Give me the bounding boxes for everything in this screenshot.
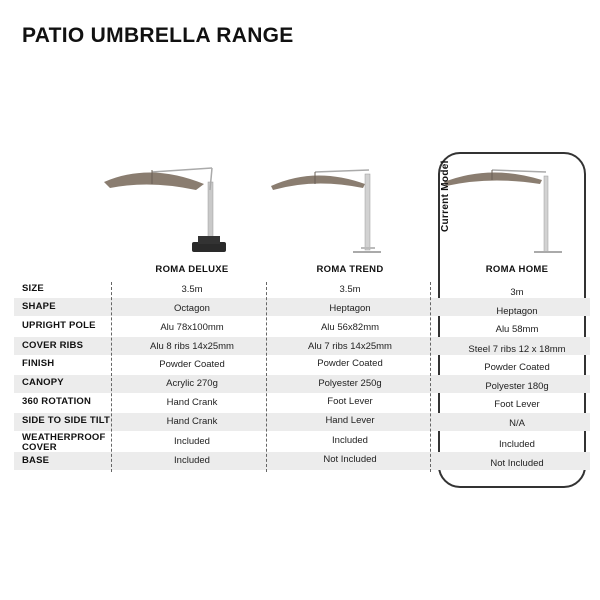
- roma-home-finish: Powder Coated: [484, 362, 550, 373]
- roma-trend-cover-ribs: Alu 7 ribs 14x25mm: [308, 341, 392, 352]
- row-label-cover-ribs: COVER RIBS: [22, 340, 84, 351]
- roma-home-weatherproof-cover: Included: [499, 439, 535, 450]
- roma-home-360-rotation: Foot Lever: [494, 399, 540, 410]
- row-label-360-rotation: 360 ROTATION: [22, 396, 92, 407]
- page-title: PATIO UMBRELLA RANGE: [22, 24, 294, 47]
- roma-trend-weatherproof-cover: Included: [332, 435, 368, 446]
- roma-deluxe-360-rotation: Hand Crank: [166, 397, 218, 408]
- roma-trend-shape: Heptagon: [329, 303, 371, 314]
- roma-deluxe-umbrella-image: [100, 160, 230, 260]
- roma-home-cover-ribs: Steel 7 ribs 12 x 18mm: [468, 344, 566, 355]
- roma-trend-canopy: Polyester 250g: [318, 378, 382, 389]
- roma-deluxe-base: Included: [174, 455, 210, 466]
- row-label-canopy: CANOPY: [22, 377, 64, 388]
- row-label-size: SIZE: [22, 283, 44, 294]
- row-label-shape: SHAPE: [22, 301, 56, 312]
- roma-home-size: 3m: [510, 287, 524, 298]
- roma-trend-umbrella-image: [265, 160, 395, 260]
- roma-deluxe-cover-ribs: Alu 8 ribs 14x25mm: [150, 341, 234, 352]
- product-heading-roma-deluxe: ROMA DELUXE: [155, 264, 229, 275]
- row-label-finish: FINISH: [22, 358, 55, 369]
- column-divider: [430, 282, 431, 472]
- roma-home-shape: Heptagon: [496, 306, 538, 317]
- roma-home-upright-pole: Alu 58mm: [495, 324, 539, 335]
- roma-trend-finish: Powder Coated: [317, 358, 383, 369]
- product-heading-roma-home: ROMA HOME: [485, 264, 549, 275]
- roma-deluxe-finish: Powder Coated: [159, 359, 225, 370]
- row-label-weatherproof-cover: WEATHERPROOF COVER: [22, 432, 106, 453]
- roma-deluxe-upright-pole: Alu 78x100mm: [160, 322, 224, 333]
- roma-deluxe-side-tilt: Hand Crank: [166, 416, 218, 427]
- roma-trend-side-tilt: Hand Lever: [325, 415, 375, 426]
- roma-trend-360-rotation: Foot Lever: [327, 396, 373, 407]
- roma-trend-size: 3.5m: [339, 284, 361, 295]
- roma-home-base: Not Included: [490, 458, 544, 469]
- roma-deluxe-canopy: Acrylic 270g: [166, 378, 218, 389]
- roma-deluxe-weatherproof-cover: Included: [174, 436, 210, 447]
- roma-trend-base: Not Included: [323, 454, 377, 465]
- row-label-base: BASE: [22, 455, 50, 466]
- current-model-frame: [438, 152, 586, 488]
- current-model-label: Current Model: [440, 160, 451, 232]
- roma-deluxe-shape: Octagon: [174, 303, 210, 314]
- row-label-upright-pole: UPRIGHT POLE: [22, 320, 96, 331]
- roma-home-side-tilt: N/A: [509, 418, 525, 429]
- row-label-side-to-side-tilt: SIDE TO SIDE TILT: [22, 415, 111, 426]
- roma-trend-upright-pole: Alu 56x82mm: [320, 322, 380, 333]
- roma-deluxe-size: 3.5m: [181, 284, 203, 295]
- roma-home-canopy: Polyester 180g: [485, 381, 549, 392]
- product-heading-roma-trend: ROMA TREND: [316, 264, 384, 275]
